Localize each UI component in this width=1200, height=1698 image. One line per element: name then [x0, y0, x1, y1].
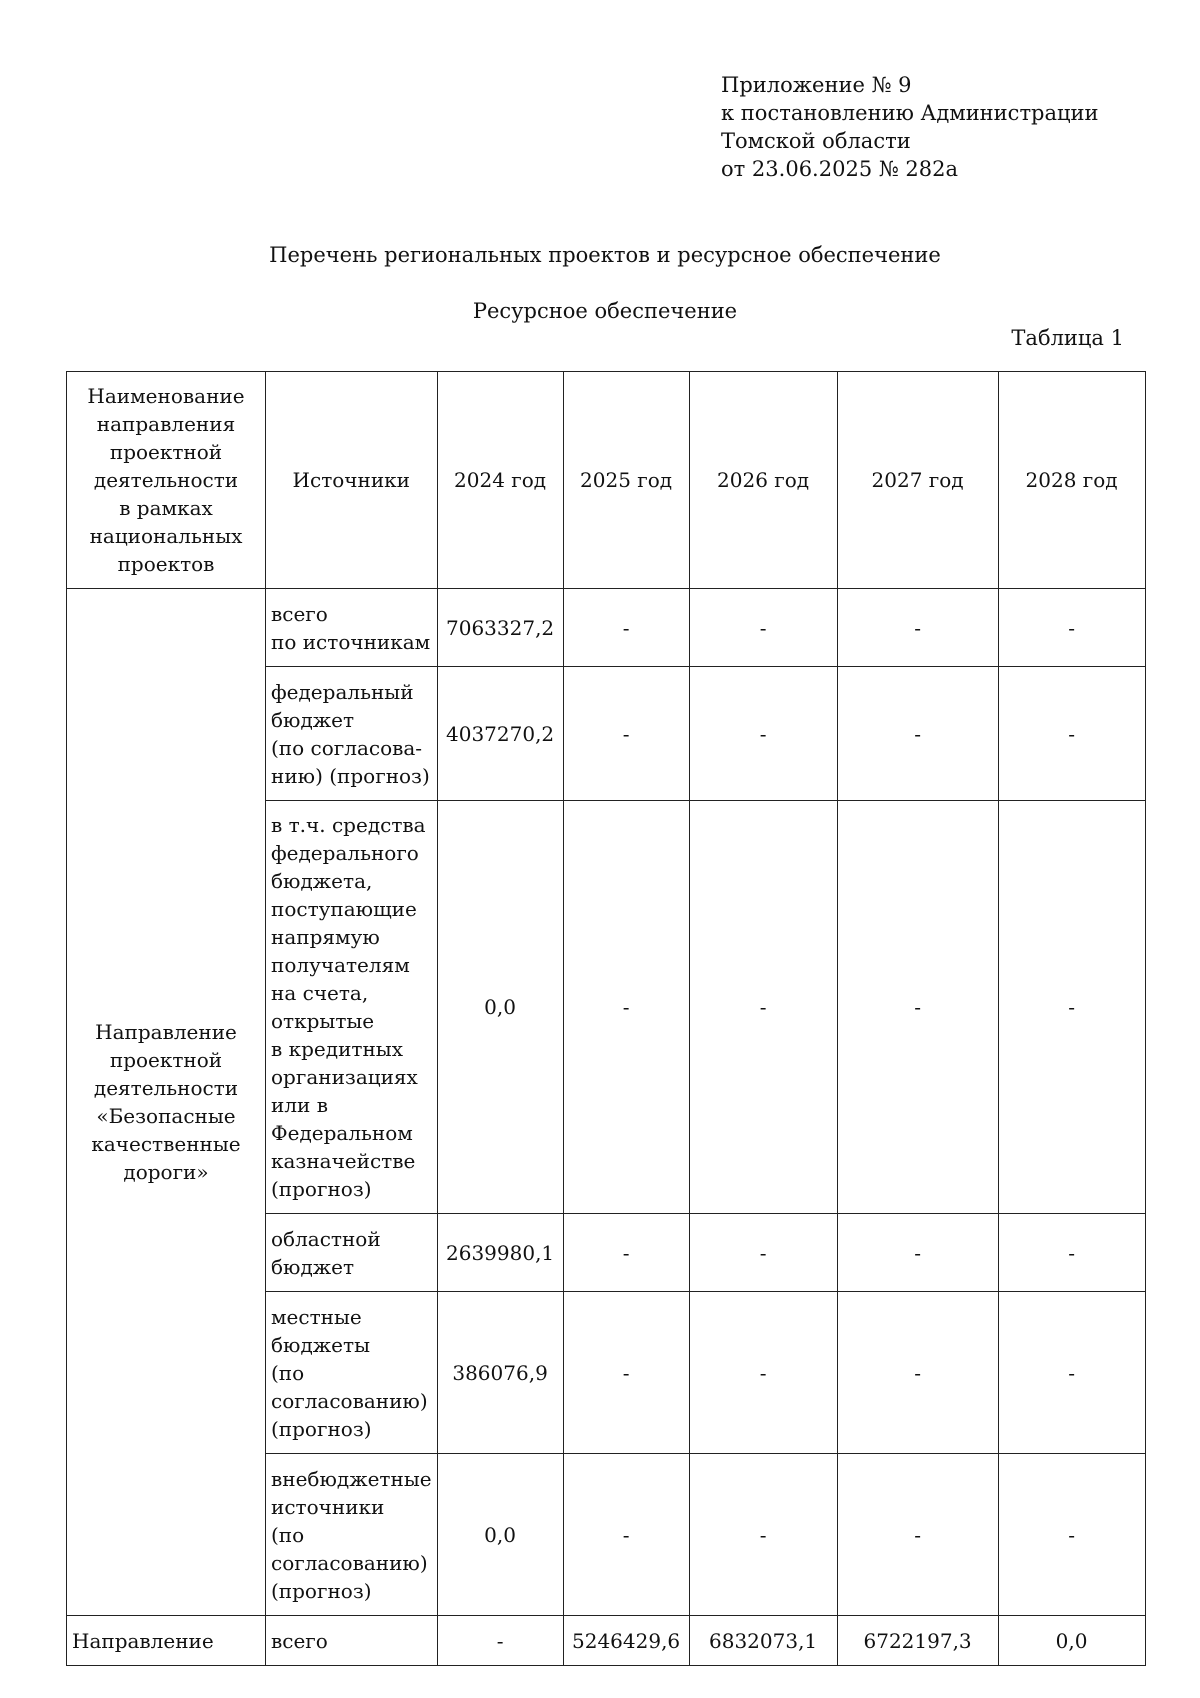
source-cell: местные бюджеты (по согласованию) (прогноз): [266, 1292, 438, 1454]
value-2028: -: [998, 589, 1145, 667]
direction-cell: Направление: [67, 1616, 266, 1666]
value-2027: -: [837, 801, 998, 1214]
value-2028: -: [998, 1454, 1145, 1616]
value-2028: -: [998, 1214, 1145, 1292]
value-2024: -: [437, 1616, 563, 1666]
value-2028: 0,0: [998, 1616, 1145, 1666]
source-cell: в т.ч. средства федерального бюджета, поступающие напрямую получателям на счета, открытые в кредитных организациях или в Федеральном казначействе (прогноз): [266, 801, 438, 1214]
table-row: [67, 1616, 1146, 1666]
value-2026: -: [689, 1214, 837, 1292]
value-2024: 0,0: [437, 801, 563, 1214]
direction-cell: Направление проектной деятельности «Безопасные качественные дороги»: [67, 589, 266, 1616]
value-2024: 386076,9: [437, 1292, 563, 1454]
table-row: [67, 589, 1146, 667]
value-2027: -: [837, 1214, 998, 1292]
appendix-resolution: к постановлению Администрации: [721, 101, 1099, 125]
value-2026: -: [689, 801, 837, 1214]
value-2025: 5246429,6: [563, 1616, 689, 1666]
value-2024: 2639980,1: [437, 1214, 563, 1292]
source-cell: всего по источникам: [266, 589, 438, 667]
resource-table: [66, 371, 1146, 1666]
value-2024: 0,0: [437, 1454, 563, 1616]
value-2024: 4037270,2: [437, 667, 563, 801]
document-subtitle: Ресурсное обеспечение: [472, 299, 738, 323]
source-cell: областной бюджет: [266, 1214, 438, 1292]
value-2026: -: [689, 1454, 837, 1616]
source-cell: федеральный бюджет (по согласова- нию) (прогноз): [266, 667, 438, 801]
value-2025: -: [563, 589, 689, 667]
value-2025: -: [563, 1292, 689, 1454]
appendix-number: Приложение № 9: [721, 73, 912, 97]
header-direction: Наименование направления проектной деятельности в рамках национальных проектов: [67, 372, 266, 589]
value-2028: -: [998, 667, 1145, 801]
value-2027: 6722197,3: [837, 1616, 998, 1666]
value-2027: -: [837, 667, 998, 801]
table-header-row: [67, 372, 1146, 589]
value-2026: -: [689, 1292, 837, 1454]
appendix-block: [721, 71, 1099, 183]
value-2028: -: [998, 1292, 1145, 1454]
header-sources: Источники: [266, 372, 438, 589]
value-2027: -: [837, 1292, 998, 1454]
document-title: Перечень региональных проектов и ресурсное обеспечение: [269, 243, 941, 267]
value-2025: -: [563, 1214, 689, 1292]
value-2026: 6832073,1: [689, 1616, 837, 1666]
value-2027: -: [837, 589, 998, 667]
value-2027: -: [837, 1454, 998, 1616]
value-2028: -: [998, 801, 1145, 1214]
value-2026: -: [689, 667, 837, 801]
value-2025: -: [563, 1454, 689, 1616]
value-2025: -: [563, 801, 689, 1214]
source-cell: внебюджетные источники (по согласованию) (прогноз): [266, 1454, 438, 1616]
header-2025: 2025 год: [563, 372, 689, 589]
header-2028: 2028 год: [998, 372, 1145, 589]
header-2027: 2027 год: [837, 372, 998, 589]
value-2026: -: [689, 589, 837, 667]
header-2026: 2026 год: [689, 372, 837, 589]
appendix-date: от 23.06.2025 № 282а: [721, 157, 958, 181]
value-2025: -: [563, 667, 689, 801]
header-2024: 2024 год: [437, 372, 563, 589]
table-label: Таблица 1: [1011, 326, 1124, 350]
value-2024: 7063327,2: [437, 589, 563, 667]
source-cell: всего: [266, 1616, 438, 1666]
appendix-region: Томской области: [721, 129, 911, 153]
